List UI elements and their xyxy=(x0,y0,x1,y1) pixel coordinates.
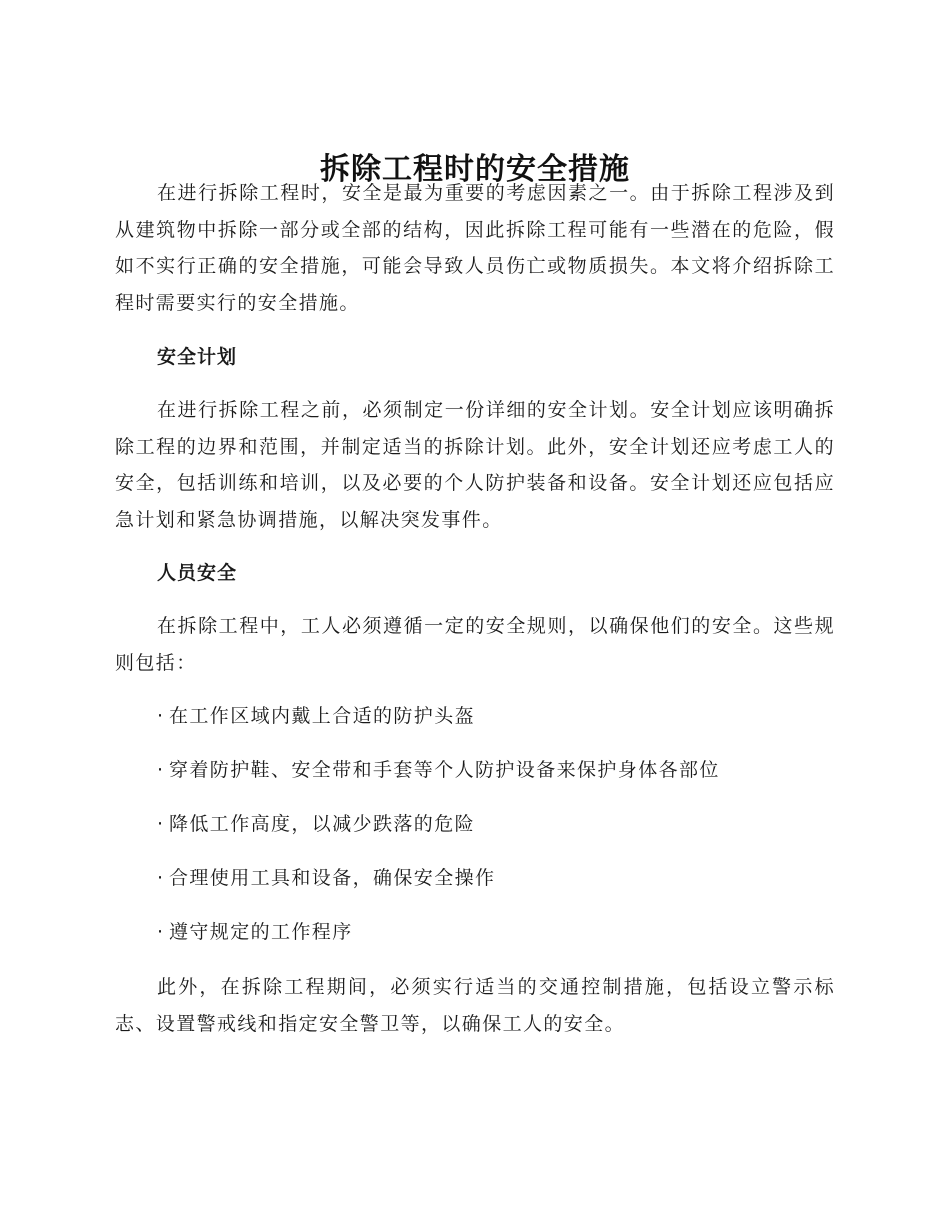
intro-paragraph: 在进行拆除工程时，安全是最为重要的考虑因素之一。由于拆除工程涉及到从建筑物中拆除一部分或全部的结构，因此拆除工程可能有一些潜在的危险，假如不实行正确的安全措施，可能会导致人员伤亡或物质损失。本文将介绍拆除工程时需要实行的安全措施。 xyxy=(115,182,835,314)
closing-paragraph: 此外，在拆除工程期间，必须实行适当的交通控制措施，包括设立警示标志、设置警戒线和指定安全警卫等，以确保工人的安全。 xyxy=(115,976,835,1035)
bullet-icon: · xyxy=(157,705,165,727)
list-item-text: 穿着防护鞋、安全带和手套等个人防护设备来保护身体各部位 xyxy=(169,759,720,781)
list-item-text: 在工作区域内戴上合适的防护头盔 xyxy=(169,705,476,727)
page-title: 拆除工程时的安全措施 xyxy=(320,152,630,188)
section-heading-safety-plan: 安全计划 xyxy=(157,346,238,368)
list-item-text: 遵守规定的工作程序 xyxy=(169,921,353,943)
bullet-icon: · xyxy=(157,813,165,835)
list-item xyxy=(157,860,495,896)
section-heading-personnel-safety: 人员安全 xyxy=(157,562,238,584)
bullet-icon: · xyxy=(157,867,165,889)
list-item-text: 降低工作高度，以减少跌落的危险 xyxy=(169,813,476,835)
list-item xyxy=(157,914,353,950)
list-item-text: 合理使用工具和设备，确保安全操作 xyxy=(169,867,496,889)
list-item xyxy=(157,806,475,842)
section-body-personnel-safety: 在拆除工程中，工人必须遵循一定的安全规则，以确保他们的安全。这些规则包括： xyxy=(115,615,835,674)
list-item xyxy=(157,698,475,734)
bullet-icon: · xyxy=(157,759,165,781)
list-item xyxy=(157,752,720,788)
bullet-icon: · xyxy=(157,921,165,943)
section-body-safety-plan: 在进行拆除工程之前，必须制定一份详细的安全计划。安全计划应该明确拆除工程的边界和范围，并制定适当的拆除计划。此外，安全计划还应考虑工人的安全，包括训练和培训，以及必要的个人防护装备和设备。安全计划还应包括应急计划和紧急协调措施，以解决突发事件。 xyxy=(115,399,835,531)
